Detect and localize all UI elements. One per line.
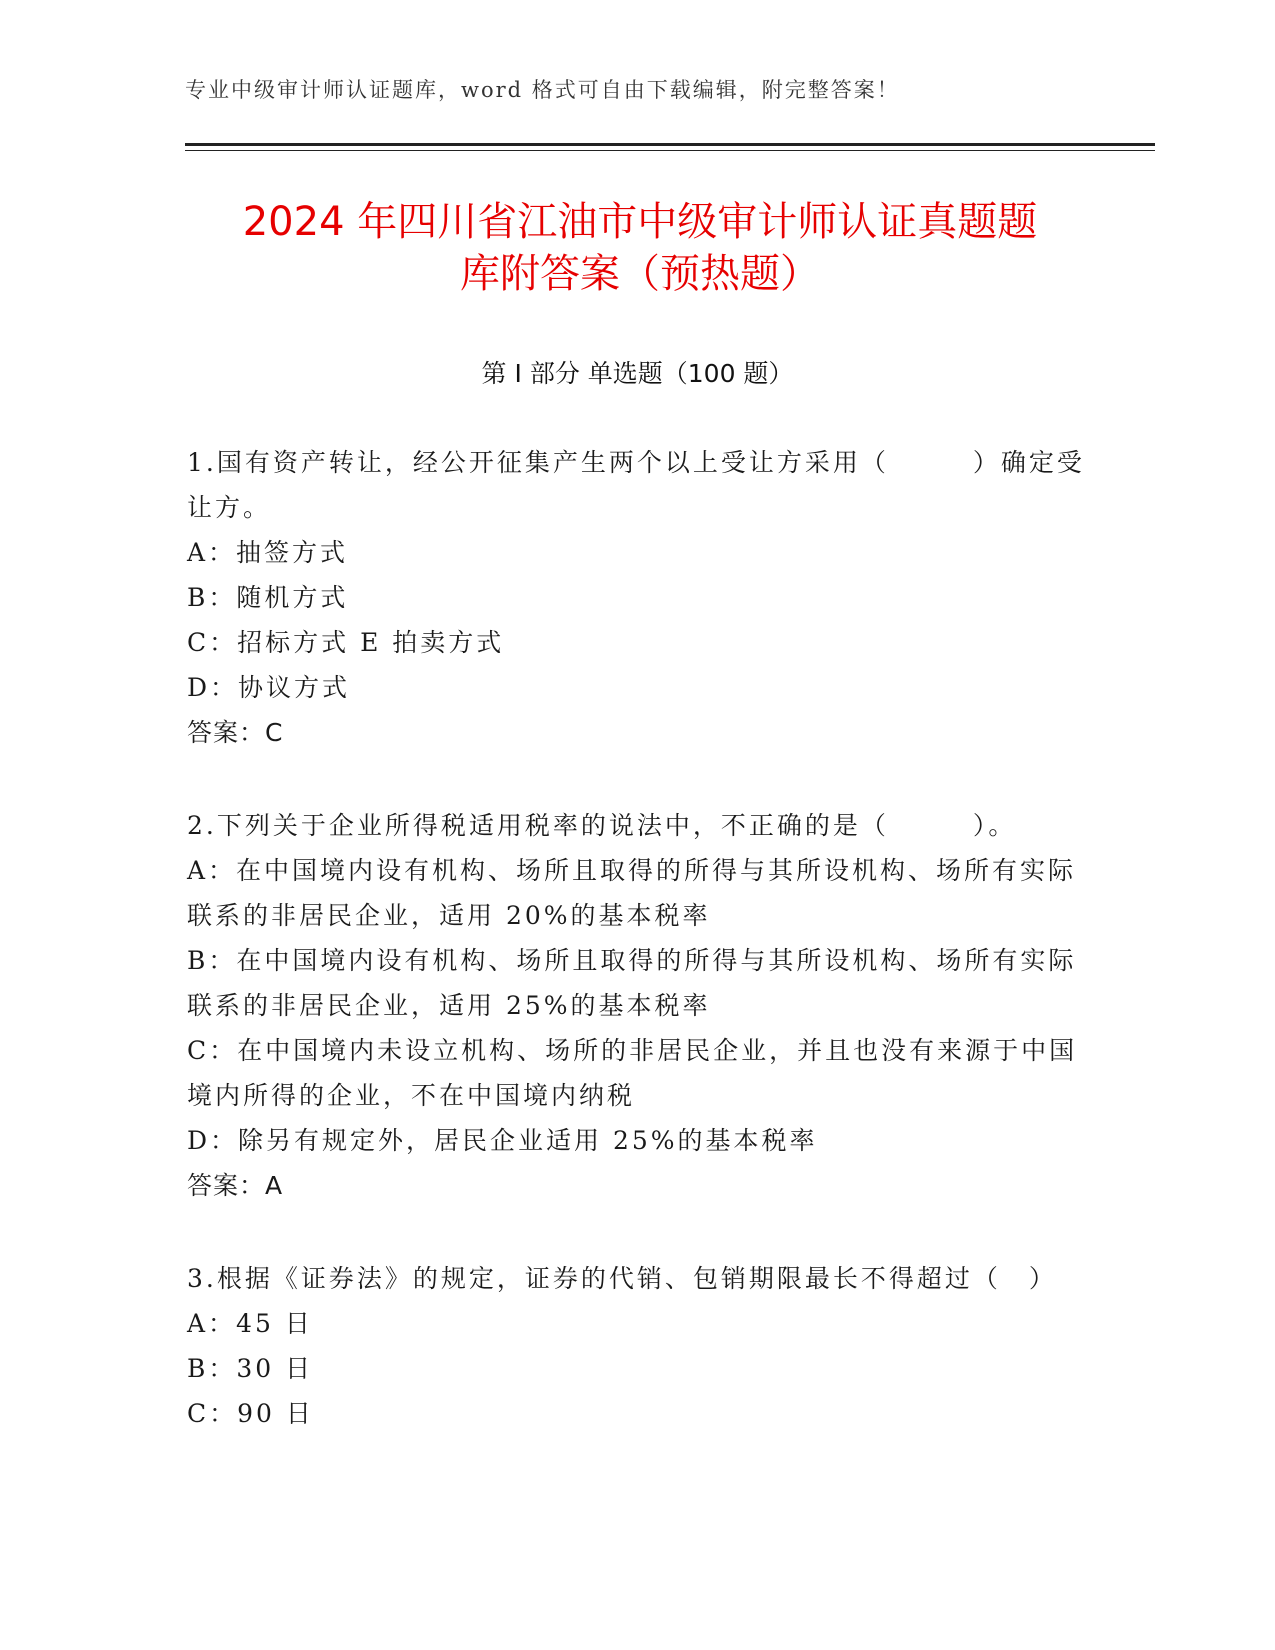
header-note: 专业中级审计师认证题库，word 格式可自由下载编辑，附完整答案！ [185,78,900,102]
question-2 [187,803,1087,1208]
option-b: B：在中国境内设有机构、场所且取得的所得与其所设机构、场所有实际联系的非居民企业，适用 25%的基本税率 [187,946,1077,1020]
question-list [187,440,1087,1484]
question-text: 3.根据《证券法》的规定，证券的代销、包销期限最长不得超过（ ） [187,1264,1057,1293]
option-a: A：抽签方式 [187,538,349,567]
question-1 [187,440,1087,755]
header-rule-thin [185,150,1155,151]
option-c: C：在中国境内未设立机构、场所的非居民企业，并且也没有来源于中国境内所得的企业，不在中国境内纳税 [187,1036,1078,1110]
option-d: D：协议方式 [187,673,351,702]
answer: 答案：A [187,1171,284,1200]
header-rule-thick [185,143,1155,146]
title-line-1: 2024 年四川省江油市中级审计师认证真题题 [242,199,1038,245]
document-title [160,196,1120,300]
question-text: 1.国有资产转让，经公开征集产生两个以上受让方采用（ ）确定受让方。 [187,448,1085,522]
title-line-2: 库附答案（预热题） [460,251,820,297]
option-a: A：45 日 [187,1309,313,1338]
option-c: C：招标方式 E 拍卖方式 [187,628,505,657]
question-text: 2.下列关于企业所得税适用税率的说法中，不正确的是（ ）。 [187,811,1017,840]
option-d: D：除另有规定外，居民企业适用 25%的基本税率 [187,1126,818,1155]
answer: 答案：C [187,718,284,747]
section-title: 第 I 部分 单选题（100 题） [481,359,794,388]
option-b: B：随机方式 [187,583,349,612]
question-3 [187,1256,1087,1436]
option-b: B：30 日 [187,1354,314,1383]
option-a: A：在中国境内设有机构、场所且取得的所得与其所设机构、场所有实际联系的非居民企业，适用 20%的基本税率 [187,856,1077,930]
option-c: C：90 日 [187,1399,314,1428]
